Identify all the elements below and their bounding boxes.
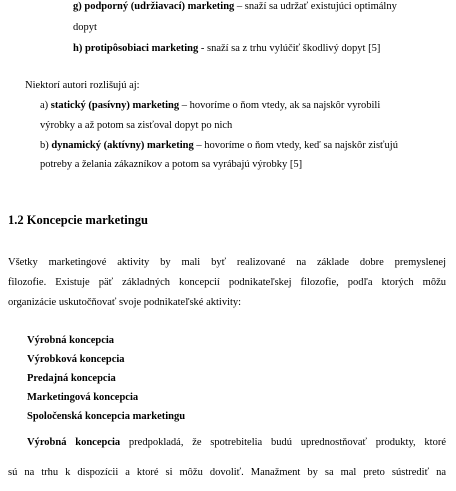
paragraph-line: filozofie. Existuje päť základných koncepcií podnikateľskej filozofie, podľa ktorých môžu (8, 277, 446, 288)
list-item-b-text: – hovoríme o ňom vtedy, keď sa najskôr zisťujú (193, 140, 398, 151)
list-item-h-text: - snaží sa z trhu vylúčiť škodlivý dopyt [5] (198, 43, 381, 54)
list-item-a-label: statický (pasívny) marketing (50, 100, 180, 111)
concept-item: Predajná koncepcia (27, 373, 116, 384)
list-item-g (73, 0, 397, 14)
final-paragraph-line (27, 436, 446, 450)
authors-intro: Niektorí autori rozlišujú aj: (25, 80, 140, 91)
section-heading: 1.2 Koncepcie marketingu (8, 213, 148, 227)
list-item-g-text: – snaží sa udržať existujúci optimálny (234, 1, 397, 12)
concept-item: Výrobková koncepcia (27, 354, 125, 365)
list-item-b-continuation: potreby a želania zákazníkov a potom sa vyrábajú výrobky [5] (40, 159, 303, 170)
paragraph-line: organizácie uskutočňovať svoje podnikateľské aktivity: (8, 297, 242, 308)
list-item-h (73, 42, 380, 56)
concept-item: Spoločenská koncepcia marketingu (27, 411, 186, 422)
concept-item: Marketingová koncepcia (27, 392, 139, 403)
list-item-a-continuation: výrobky a až potom sa zisťoval dopyt po nich (40, 120, 233, 131)
list-item-a-text: – hovoríme o ňom vtedy, ak sa najskôr vyrobili (179, 100, 381, 111)
final-paragraph-line: sú na trhu k dispozícii a ktoré si môžu dovoliť. Manažment by sa mal preto sústrediť na (8, 467, 446, 478)
list-item-a (40, 99, 380, 113)
final-paragraph-text: predpokladá, že spotrebitelia budú uprednostňovať produkty, ktoré (120, 437, 446, 448)
list-item-b-label: dynamický (aktívny) marketing (51, 140, 194, 151)
list-item-b (40, 139, 398, 153)
list-item-h-label: h) protipôsobiaci marketing (73, 43, 199, 54)
list-item-g-label: g) podporný (udržiavací) marketing (73, 1, 235, 12)
list-item-a-prefix: a) (40, 100, 51, 111)
list-item-b-prefix: b) (40, 140, 52, 151)
concept-item: Výrobná koncepcia (27, 335, 115, 346)
paragraph-line: Všetky marketingové aktivity by mali byť realizované na základe dobre premyslenej (8, 257, 446, 268)
list-item-g-continuation: dopyt (73, 22, 97, 33)
final-paragraph-bold-start: Výrobná koncepcia (27, 437, 121, 448)
